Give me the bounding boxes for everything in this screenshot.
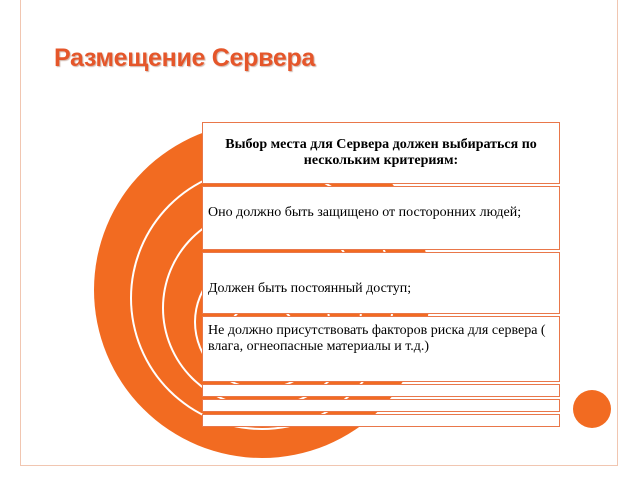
blank-row-3 [202, 414, 560, 427]
blank-row-1 [202, 384, 560, 397]
criteria-item-3: Не должно присутствовать факторов риска для сервера ( влага, огнеопасные материалы и т.д.) [202, 316, 560, 382]
criteria-item-1: Оно должно быть защищено от посторонних людей; [202, 186, 560, 250]
blank-row-2 [202, 399, 560, 412]
criteria-box [202, 122, 560, 429]
criteria-item-2: Должен быть постоянный доступ; [202, 252, 560, 314]
criteria-header-text: Выбор места для Сервера должен выбираться по нескольким критериям: [225, 137, 537, 168]
slide-title: Размещение Сервера [54, 44, 316, 72]
criteria-header [202, 122, 560, 184]
accent-dot [573, 390, 611, 428]
